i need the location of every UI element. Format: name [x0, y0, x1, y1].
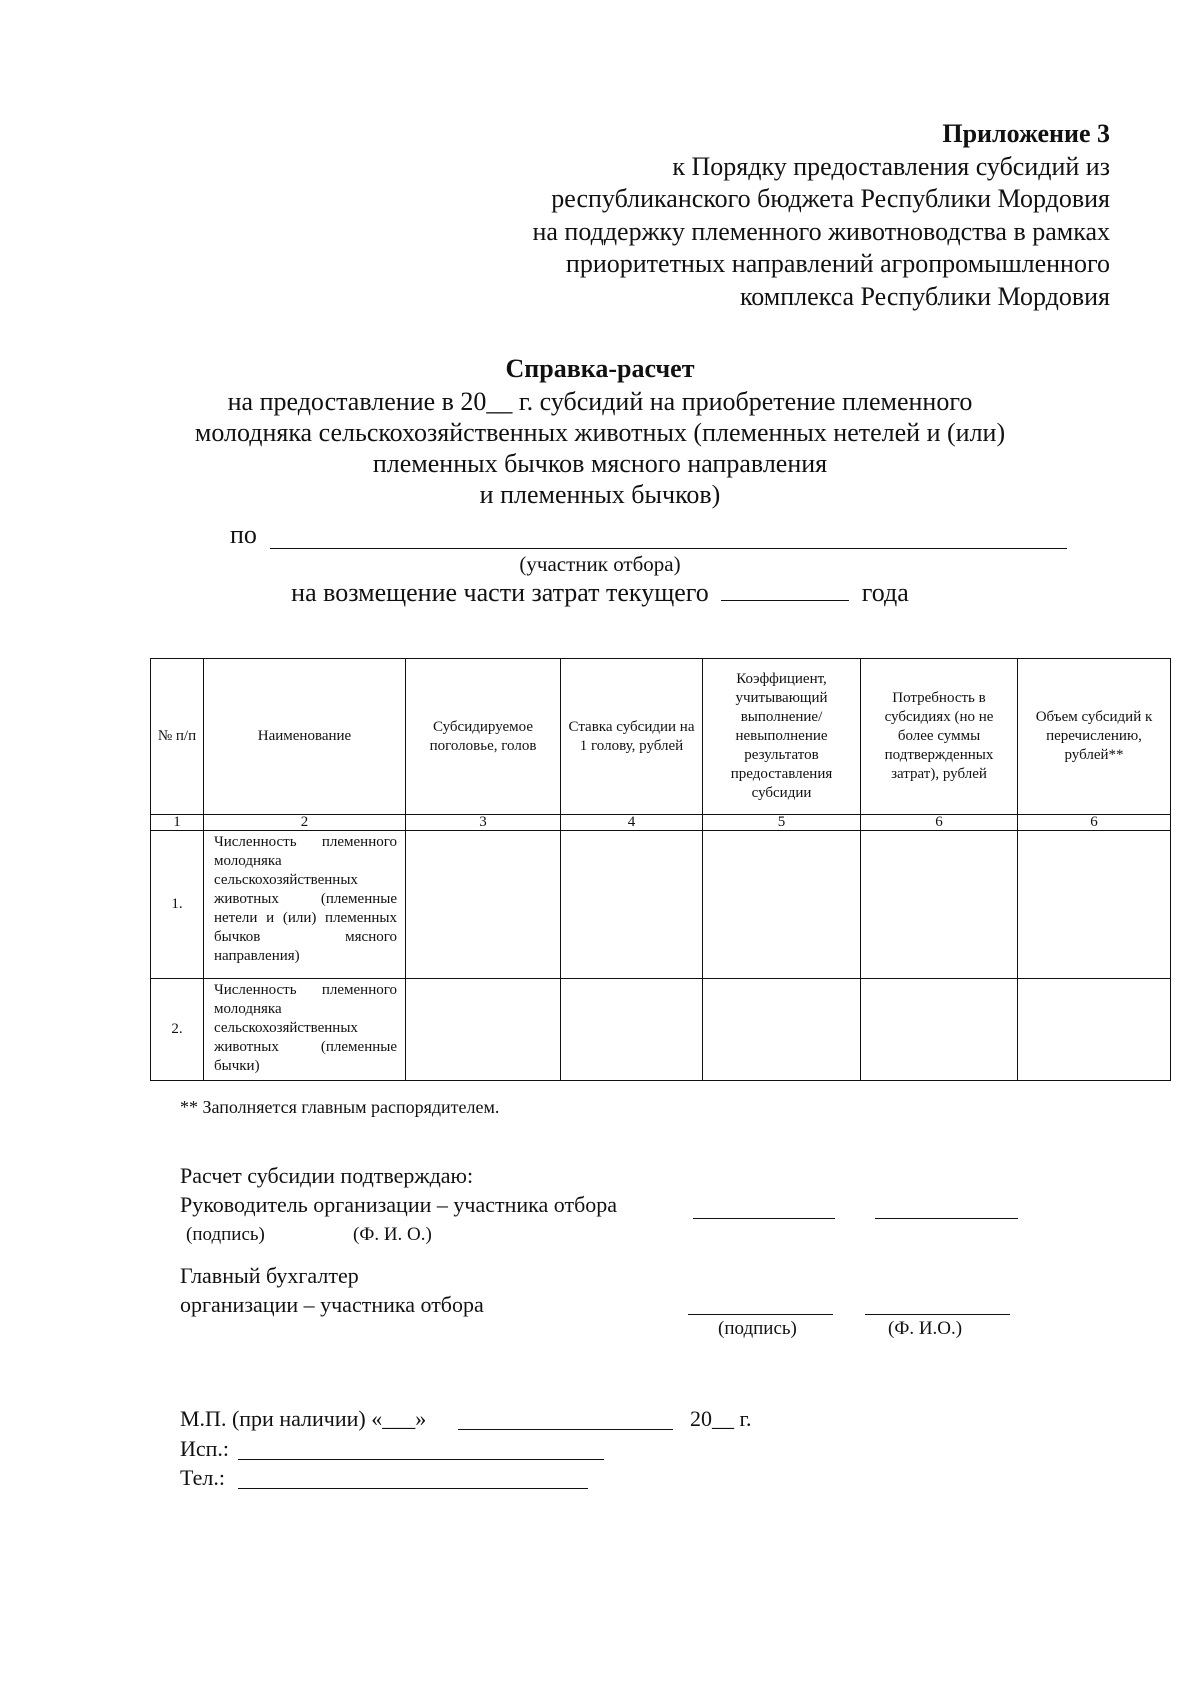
footnote: ** Заполняется главным распорядителем.: [180, 1097, 500, 1117]
column-number: 4: [561, 815, 703, 831]
document-heading: [150, 353, 1050, 510]
empty-cell: [1018, 831, 1171, 979]
header-cell: Объем субсидий к перечислению, рублей**: [1018, 659, 1171, 815]
empty-cell: [561, 831, 703, 979]
participant-blank-line: [270, 548, 1067, 549]
empty-cell: [406, 979, 561, 1081]
heading-line: молодняка сельскохозяйственных животных (племенных нетелей и (или): [194, 418, 1006, 447]
table-row: [151, 831, 1171, 979]
row-number: 1.: [151, 831, 204, 979]
table-row: [151, 979, 1171, 1081]
accountant-name-line: [865, 1314, 1010, 1315]
heading-line: на предоставление в 20__ г. субсидий на приобретение племенного: [227, 387, 973, 416]
participant-caption: (участник отбора): [519, 552, 681, 576]
column-number: 6: [861, 815, 1018, 831]
empty-cell: [1018, 979, 1171, 1081]
heading-line: племенных бычков мясного направления: [372, 449, 828, 478]
table-header-row: [151, 659, 1171, 815]
heading-line: и племенных бычков): [479, 480, 721, 509]
header-cell: Субсидируемое поголовье, голов: [406, 659, 561, 815]
appendix-block: [532, 118, 1110, 313]
empty-cell: [406, 831, 561, 979]
header-cell: Наименование: [204, 659, 406, 815]
reimbursement-suffix: года: [861, 578, 909, 607]
appendix-line: к Порядку предоставления субсидий из: [672, 151, 1110, 181]
po-label: по: [230, 520, 257, 549]
accountant-org-label: организации – участника отбора: [180, 1292, 484, 1317]
column-number: 3: [406, 815, 561, 831]
phone-label: Тел.:: [180, 1465, 225, 1490]
accountant-name-caption: (Ф. И.О.): [888, 1318, 963, 1339]
header-cell: Потребность в субсидиях (но не более суммы подтвержденных затрат), рублей: [861, 659, 1018, 815]
head-signature-caption: (подпись): [186, 1224, 265, 1245]
appendix-line: комплекса Республики Мордовия: [739, 281, 1110, 311]
appendix-line: приоритетных направлений агропромышленного: [565, 249, 1110, 278]
header-cell: № п/п: [151, 659, 204, 815]
empty-cell: [561, 979, 703, 1081]
column-number-row: [151, 815, 1171, 831]
confirm-label: Расчет субсидии подтверждаю:: [180, 1163, 474, 1188]
row-name: Численность племенного молодняка сельскохозяйственных животных (племенные нетели и (или) племенных бычков мясного направления): [204, 831, 406, 979]
year-label: 20__ г.: [690, 1406, 752, 1431]
document-title: Справка-расчет: [505, 354, 695, 383]
header-cell: Ставка субсидии на 1 голову, рублей: [561, 659, 703, 815]
phone-blank-line: [238, 1488, 588, 1489]
head-name-line: [875, 1218, 1018, 1219]
empty-cell: [703, 831, 861, 979]
empty-cell: [703, 979, 861, 1081]
executor-blank-line: [238, 1459, 604, 1460]
year-blank-line: [721, 578, 849, 601]
appendix-line: республиканского бюджета Республики Мордовия: [551, 184, 1110, 213]
accountant-label: Главный бухгалтер: [180, 1263, 359, 1288]
column-number: 1: [151, 815, 204, 831]
date-blank-line: [458, 1429, 673, 1430]
reimbursement-line: [0, 578, 1200, 608]
column-number: 2: [204, 815, 406, 831]
appendix-line: на поддержку племенного животноводства в рамках: [532, 216, 1110, 246]
head-label: Руководитель организации – участника отбора: [180, 1192, 618, 1217]
column-number: 5: [703, 815, 861, 831]
empty-cell: [861, 831, 1018, 979]
column-number: 6: [1018, 815, 1171, 831]
row-name: Численность племенного молодняка сельскохозяйственных животных (племенные бычки): [204, 979, 406, 1081]
executor-label: Исп.:: [180, 1436, 230, 1461]
appendix-title: Приложение 3: [942, 119, 1110, 148]
head-signature-line: [693, 1218, 835, 1219]
seal-label: М.П. (при наличии) «___»: [180, 1406, 427, 1431]
reimbursement-prefix: на возмещение части затрат текущего: [291, 578, 709, 607]
subsidy-table: [150, 658, 1171, 1081]
empty-cell: [861, 979, 1018, 1081]
accountant-signature-caption: (подпись): [718, 1318, 797, 1339]
accountant-signature-line: [688, 1314, 833, 1315]
head-name-caption: (Ф. И. О.): [353, 1224, 432, 1245]
header-cell: Коэффициент, учитывающий выполнение/ невыполнение результатов предоставления субсидии: [703, 659, 861, 815]
row-number: 2.: [151, 979, 204, 1081]
